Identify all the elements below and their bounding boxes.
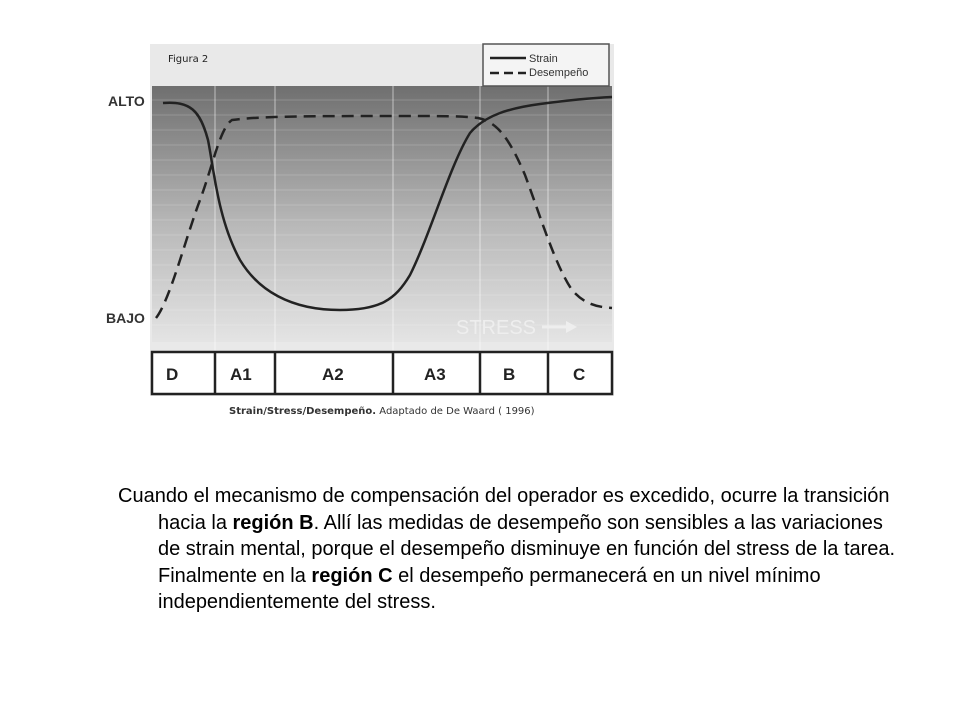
region-a1: A1 (230, 365, 252, 384)
region-a3: A3 (424, 365, 446, 384)
caption-title: Strain/Stress/Desempeño. (229, 406, 377, 417)
figure-caption (229, 406, 535, 417)
regions-bar (152, 352, 612, 394)
y-label-low: BAJO (106, 310, 145, 326)
paragraph-part-3: el desempeño permanecerá en un nivel mínimo independientemente del stress. (158, 564, 821, 613)
legend-strain: Strain (529, 53, 558, 65)
region-b: B (503, 365, 516, 384)
figure-label: Figura 2 (168, 54, 209, 65)
legend-desempeno: Desempeño (529, 67, 589, 79)
region-c: C (573, 365, 586, 384)
paragraph-part-2: . Allí las medidas de desempeño son sensibles a las variaciones de strain mental, porque el desempeño disminuye en función del stress de la tarea. Finalmente en la (158, 511, 896, 587)
region-b-emphasis: región B (232, 511, 314, 534)
legend (483, 44, 609, 86)
region-c-emphasis: región C (311, 564, 393, 587)
region-d: D (166, 365, 179, 384)
stress-label: STRESS (456, 317, 537, 339)
y-label-high: ALTO (108, 93, 145, 109)
body-paragraph (118, 483, 898, 616)
region-a2: A2 (322, 365, 344, 384)
caption-source: Adaptado de De Waard ( 1996) (376, 406, 535, 417)
paragraph-part-1: Cuando el mecanismo de compensación del operador es excedido, ocurre la transición hacia la (118, 485, 890, 534)
